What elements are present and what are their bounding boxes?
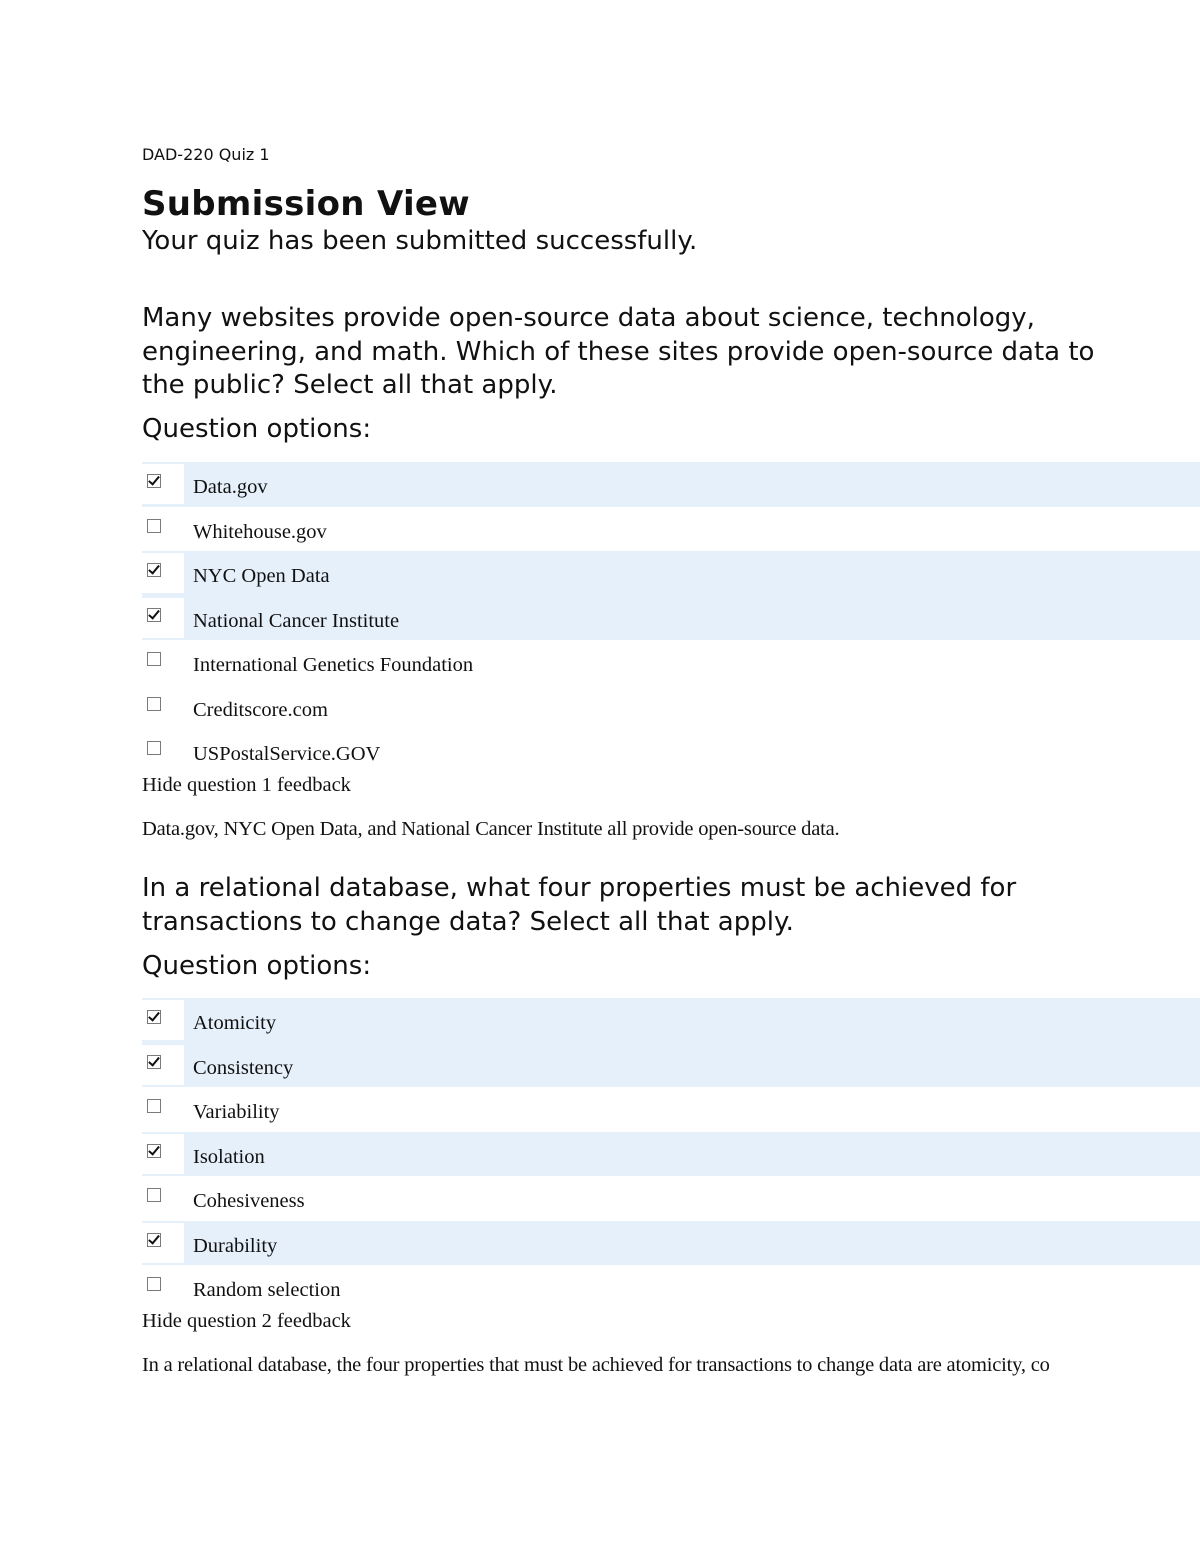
option-item[interactable] — [142, 998, 1200, 1043]
option-label: International Genetics Foundation — [193, 654, 474, 676]
question-2-options — [142, 998, 1200, 1310]
checkmark-icon — [148, 1054, 160, 1066]
checkbox[interactable] — [147, 1233, 161, 1247]
question-2-prompt: In a relational database, what four properties must be achieved for transactions to change data? Select all that apply. — [142, 873, 1017, 937]
option-item[interactable] — [142, 1176, 1200, 1221]
question-1-options-label: Question options: — [142, 414, 372, 444]
option-label: USPostalService.GOV — [193, 743, 381, 765]
checkbox[interactable] — [147, 563, 161, 577]
checkbox[interactable] — [147, 1099, 161, 1113]
question-2-options-label: Question options: — [142, 951, 372, 981]
page-title: Submission View — [142, 184, 470, 224]
checkmark-icon — [148, 1232, 160, 1244]
option-label: Cohesiveness — [193, 1190, 305, 1212]
option-item[interactable] — [142, 640, 1200, 685]
option-item[interactable] — [142, 1265, 1200, 1310]
option-label: Creditscore.com — [193, 698, 328, 721]
option-item[interactable] — [142, 1221, 1200, 1266]
checkbox[interactable] — [147, 474, 161, 488]
option-item[interactable] — [142, 551, 1200, 596]
hide-question-2-feedback-link[interactable]: Hide question 2 feedback — [142, 1310, 351, 1332]
option-label: Variability — [193, 1101, 280, 1123]
checkmark-icon — [148, 1009, 160, 1021]
question-1-prompt: Many websites provide open-source data about science, technology, engineering, and math. Which of these sites provide open-source data to the public? Select all that apply. — [142, 303, 1095, 400]
checkbox[interactable] — [147, 697, 161, 711]
option-item[interactable] — [142, 1043, 1200, 1088]
question-1-options — [142, 462, 1200, 774]
checkbox[interactable] — [147, 608, 161, 622]
checkbox[interactable] — [147, 1188, 161, 1202]
option-label: Consistency — [193, 1056, 294, 1079]
checkmark-icon — [148, 1143, 160, 1155]
checkbox[interactable] — [147, 1055, 161, 1069]
option-item[interactable] — [142, 729, 1200, 774]
option-item[interactable] — [142, 596, 1200, 641]
checkbox[interactable] — [147, 652, 161, 666]
option-label: Data.gov — [193, 476, 268, 498]
option-label: Random selection — [193, 1279, 341, 1301]
option-item[interactable] — [142, 1132, 1200, 1177]
option-item[interactable] — [142, 1087, 1200, 1132]
checkbox[interactable] — [147, 519, 161, 533]
submission-status: Your quiz has been submitted successfully. — [142, 226, 698, 256]
option-label: NYC Open Data — [193, 565, 330, 587]
hide-question-1-feedback-link[interactable]: Hide question 1 feedback — [142, 774, 351, 796]
option-item[interactable] — [142, 507, 1200, 552]
option-label: Durability — [193, 1234, 278, 1257]
checkmark-icon — [148, 473, 160, 485]
checkbox[interactable] — [147, 1144, 161, 1158]
option-label: Atomicity — [193, 1012, 277, 1034]
question-1-feedback: Data.gov, NYC Open Data, and National Cancer Institute all provide open-source data. — [142, 818, 840, 840]
option-label: Whitehouse.gov — [193, 520, 327, 543]
checkmark-icon — [148, 607, 160, 619]
course-name: DAD-220 Quiz 1 — [142, 145, 270, 164]
checkbox[interactable] — [147, 741, 161, 755]
option-item[interactable] — [142, 462, 1200, 507]
checkbox[interactable] — [147, 1277, 161, 1291]
question-2-feedback: In a relational database, the four properties that must be achieved for transactions to change data are atomicity, co — [142, 1354, 1050, 1376]
checkbox[interactable] — [147, 1010, 161, 1024]
option-label: Isolation — [193, 1145, 265, 1168]
option-item[interactable] — [142, 685, 1200, 730]
option-label: National Cancer Institute — [193, 609, 400, 632]
checkmark-icon — [148, 562, 160, 574]
